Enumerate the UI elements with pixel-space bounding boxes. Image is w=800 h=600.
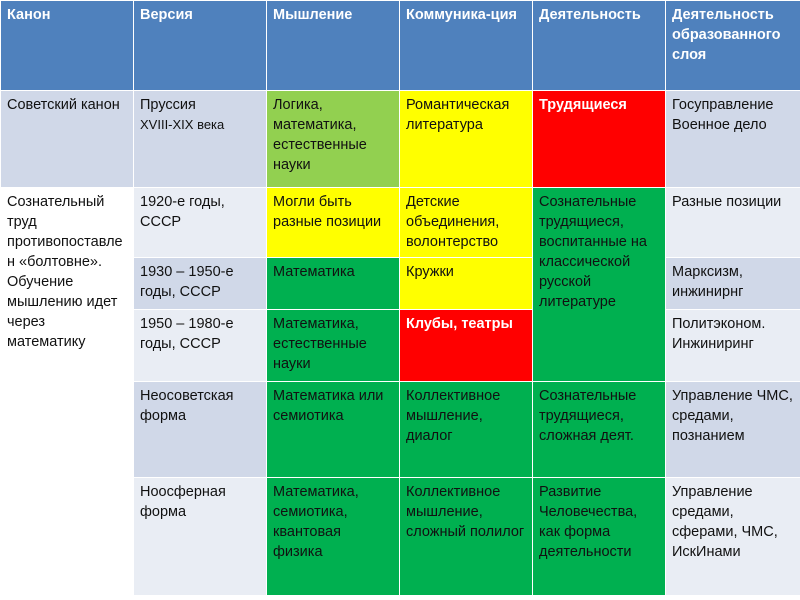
cell-version: Неосоветская форма <box>134 382 267 478</box>
cell-version-prussia <box>134 91 267 188</box>
cell-version: 1920-е годы, СССР <box>134 188 267 258</box>
cell-thinking: Математика, семиотика, квантовая физика <box>267 478 400 596</box>
cell-activity: Трудящиеся <box>533 91 666 188</box>
cell-canon-description: Сознательный труд противопоставлен «болтовне». Обучение мышлению идет через математику <box>1 188 134 596</box>
version-period: XVIII-XIX века <box>140 117 225 132</box>
version-place: Пруссия <box>140 97 196 113</box>
header-thinking: Мышление <box>267 1 400 91</box>
cell-thinking: Могли быть разные позиции <box>267 188 400 258</box>
cell-communication: Детские объединения, волонтерство <box>400 188 533 258</box>
cell-communication: Романтическая литература <box>400 91 533 188</box>
cell-activity: Сознательные трудящиеся, сложная деят. <box>533 382 666 478</box>
cell-educated-activity: Политэконом. Инжиниринг <box>666 310 800 382</box>
cell-educated-activity: Управление средами, сферами, ЧМС, ИскИнами <box>666 478 800 596</box>
cell-thinking: Логика, математика, естественные науки <box>267 91 400 188</box>
cell-educated-activity: Управление ЧМС, средами, познанием <box>666 382 800 478</box>
cell-communication: Кружки <box>400 258 533 310</box>
cell-educated-activity <box>666 91 800 188</box>
cell-canon-soviet: Советский канон <box>1 91 134 188</box>
cell-activity-merged: Сознательные трудящиеся, воспитанные на классической русской литературе <box>533 188 666 382</box>
header-educated-activity: Деятельность образованного слоя <box>666 1 800 91</box>
cell-thinking: Математика, естественные науки <box>267 310 400 382</box>
cell-communication: Коллективное мышление, диалог <box>400 382 533 478</box>
cell-communication: Клубы, театры <box>400 310 533 382</box>
table-row <box>1 91 800 188</box>
cell-version: Ноосферная форма <box>134 478 267 596</box>
educated-line-1: Госуправление <box>672 97 774 113</box>
table-row <box>1 188 800 258</box>
header-row <box>1 1 800 91</box>
cell-version: 1950 – 1980-е годы, СССР <box>134 310 267 382</box>
cell-thinking: Математика или семиотика <box>267 382 400 478</box>
cell-activity: Развитие Человечества, как форма деятельности <box>533 478 666 596</box>
header-canon: Канон <box>1 1 134 91</box>
header-communication: Коммуника-ция <box>400 1 533 91</box>
header-activity: Деятельность <box>533 1 666 91</box>
header-version: Версия <box>134 1 267 91</box>
cell-version: 1930 – 1950-е годы, СССР <box>134 258 267 310</box>
educated-line-2: Военное дело <box>672 117 767 133</box>
cell-educated-activity: Марксизм, инжинирнг <box>666 258 800 310</box>
cell-communication: Коллективное мышление, сложный полилог <box>400 478 533 596</box>
cell-thinking: Математика <box>267 258 400 310</box>
cell-educated-activity: Разные позиции <box>666 188 800 258</box>
